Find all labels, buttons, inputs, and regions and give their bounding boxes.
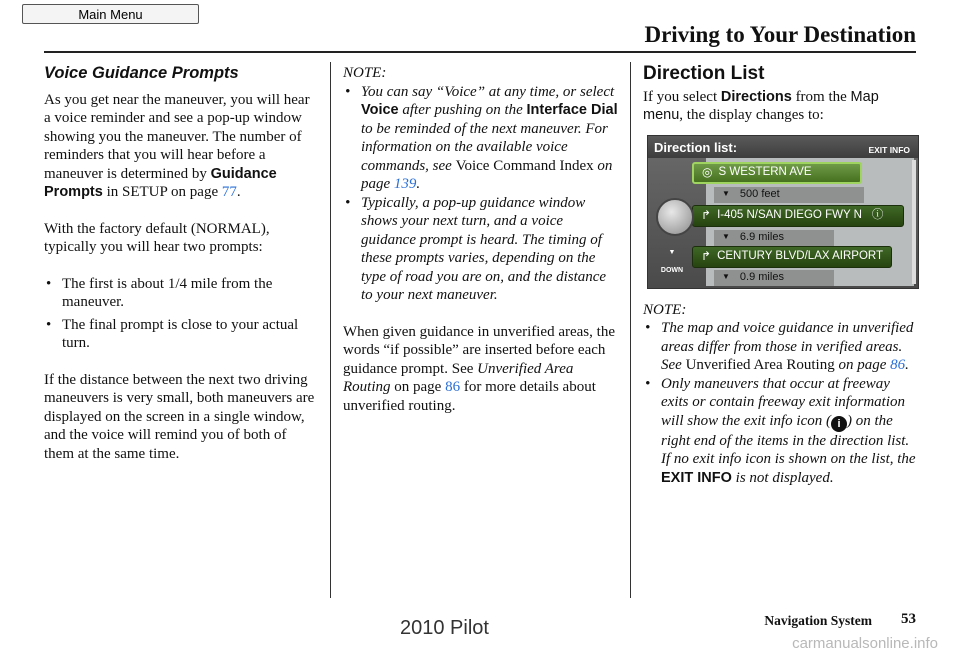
direction-distance-1: ▼ 500 feet	[714, 187, 864, 203]
page-link-86[interactable]: 86	[445, 379, 461, 395]
note-label: NOTE:	[343, 65, 387, 81]
paragraph-close-maneuvers: If the distance between the next two driving maneuvers is very small, both maneuvers are displayed on the screen in a single window, and the voice will remind you of both of them at the same time.	[44, 371, 315, 462]
direction-row-2: ↱ I-405 N/SAN DIEGO FWY N ⓘ	[692, 205, 904, 227]
exit-info-label: EXIT INFO	[868, 144, 910, 155]
note-list	[643, 319, 918, 487]
column-divider-1	[330, 62, 331, 598]
turn-right-icon: ↱	[701, 249, 712, 264]
column-divider-2	[630, 62, 631, 598]
main-menu-button[interactable]: Main Menu	[22, 4, 199, 24]
column-notes	[343, 64, 618, 433]
paragraph-factory-default: With the factory default (NORMAL), typically you will hear two prompts:	[44, 220, 270, 255]
section-heading-voice-guidance: Voice Guidance Prompts	[44, 64, 239, 82]
page-link-77[interactable]: 77	[221, 184, 237, 200]
direction-row-1: ◎ S WESTERN AVE	[692, 162, 862, 184]
direction-list-screenshot	[647, 135, 919, 289]
section-heading-direction-list: Direction List	[643, 63, 765, 84]
column-voice-guidance	[44, 64, 319, 481]
interface-dial-icon	[656, 198, 694, 236]
column-direction-list	[643, 64, 918, 505]
paragraph-direction-intro: If you select Directions from the Map menu, the display changes to:	[643, 88, 879, 123]
page-title: Driving to Your Destination	[644, 22, 916, 47]
footer-section-label: Navigation System	[764, 613, 872, 628]
page-link-139[interactable]: 139	[393, 176, 417, 192]
list-item: • The map and voice guidance in unverified areas differ from those in verified areas. See Unverified Area Routing on page 86.	[643, 319, 918, 375]
exit-info-icon: i	[831, 416, 847, 432]
note-list	[343, 83, 618, 305]
destination-icon: ◎	[702, 165, 713, 180]
triangle-down-icon: ▼	[722, 232, 730, 242]
screen-title: Direction list:	[654, 139, 738, 155]
guidance-prompts-term: Guidance Prompts	[44, 165, 277, 200]
direction-distance-2: ▼ 6.9 miles	[714, 230, 834, 246]
prompt-list	[44, 275, 319, 353]
list-item: • Typically, a pop-up guidance window shows your next turn, and a voice guidance prompt is heard. The timing of these prompts varies, depending on the type of road you are on, and the distance to your next maneuver.	[343, 194, 618, 305]
note-label: NOTE:	[643, 301, 687, 318]
direction-row-3: ↱ CENTURY BLVD/LAX AIRPORT	[692, 246, 892, 268]
turn-right-icon: ↱	[701, 208, 712, 223]
watermark: carmanualsonline.info	[792, 635, 938, 652]
direction-distance-3: ▼ 0.9 miles	[714, 270, 834, 286]
screen-scrollbar	[912, 160, 916, 284]
paragraph-reminders: As you get near the maneuver, you will hear a voice reminder and see a pop-up window showing you the maneuver. The number of reminders that you will hear before a maneuver is determined by Guidance Prompts in SETUP on page 77.	[44, 91, 310, 200]
list-item: • The final prompt is close to your actual turn.	[44, 316, 319, 353]
list-item: • Only maneuvers that occur at freeway exits or contain freeway exit information will show the exit info icon ( i ) on the right end of the items in the direction list. If no exit info icon is shown on the list, the EXIT INFO is not displayed.	[643, 375, 918, 488]
list-item: • The first is about 1/4 mile from the maneuver.	[44, 275, 319, 312]
exit-info-screen-icon: ⓘ	[871, 209, 884, 222]
list-item: • You can say “Voice” at any time, or select Voice after pushing on the Interface Dial to be reminded of the next maneuver. For information on the available voice commands, see Voice Command Index on page 139.	[343, 83, 618, 194]
title-divider	[44, 51, 916, 53]
page-number: 53	[901, 611, 916, 627]
triangle-down-icon: ▼	[722, 189, 730, 199]
page-link-86[interactable]: 86	[890, 357, 906, 373]
vehicle-model: 2010 Pilot	[400, 617, 489, 639]
triangle-down-icon: ▼	[722, 272, 730, 282]
paragraph-unverified: When given guidance in unverified areas, the words “if possible” are inserted before each guidance prompt. See Unverified Area Routing on page 86 for more details about unverified routing.	[343, 323, 615, 414]
down-label: ▼ DOWN	[660, 248, 684, 274]
